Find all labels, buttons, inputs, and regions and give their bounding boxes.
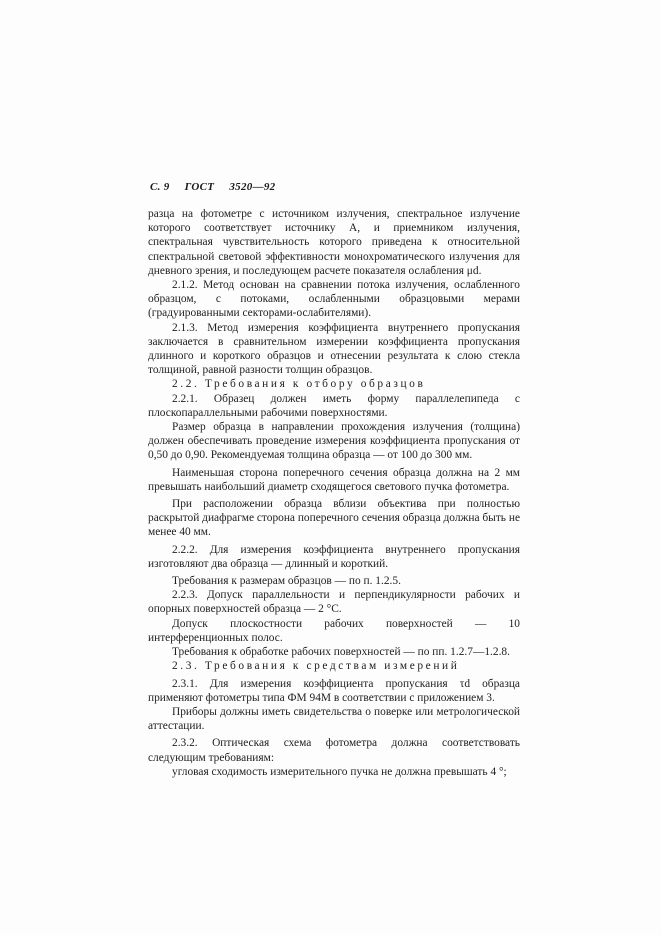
paragraph: Размер образца в направлении прохождения излучения (толщина) должен обеспечивать проведение измерения коэффициента пропускания от 0,50 до 0,90. Рекомендуемая толщина образца — от 100 до 300 мм. [148,421,520,462]
paragraph-2-1-3: 2.1.3. Метод измерения коэффициента внутреннего пропускания заключается в сравнительном измерении коэффициента пропускания длинного и короткого образцов и отнесении результата к слою стекла толщиной, равной разности толщин образцов. [148,321,520,377]
standard-label: ГОСТ [184,181,215,193]
standard-number: 3520—92 [229,181,276,193]
page-number: С. 9 [150,181,170,193]
section-heading-2-3: 2.3. Требования к средствам измерений [172,660,460,673]
section-heading-2-2: 2.2. Требования к отбору образцов [172,378,426,391]
page-header [150,181,287,193]
paragraph: угловая сходимость измерительного пучка не должна превышать 4 °; [172,765,507,778]
paragraph: При расположении образца вблизи объектива при полностью раскрытой диафрагме сторона поперечного сечения образца должна быть не менее 40 мм. [148,498,520,539]
paragraph-2-3-2: 2.3.2. Оптическая схема фотометра должна соответствовать следующим требованиям: [148,737,520,764]
paragraph: Приборы должны иметь свидетельства о поверке или метрологической аттестации. [148,705,520,733]
paragraph: Допуск плоскостности рабочих поверхностей — 10 интерференционных полос. [148,617,520,644]
paragraph-2-2-3: 2.2.3. Допуск параллельности и перпендикулярности рабочих и опорных поверхностей образца — 2 °С. [148,589,520,616]
paragraph-2-2-2: 2.2.2. Для измерения коэффициента внутреннего пропускания изготовляют два образца — длинный и короткий. [148,543,520,570]
paragraph: Наименьшая сторона поперечного сечения образца должна на 2 мм превышать наибольший диаметр сходящегося светового пучка фотометра. [148,466,520,493]
paragraph: Требования к обработке рабочих поверхностей — по пп. 1.2.7—1.2.8. [172,646,510,659]
paragraph-2-3-1: 2.3.1. Для измерения коэффициента пропускания τd образца применяют фотометры типа ФМ 94М в соответствии с приложением 3. [148,677,520,704]
paragraph-2-1-2: 2.1.2. Метод основан на сравнении потока излучения, ослабленного образцом, с потоками, ослабленными образцовыми мерами (градуированными секторами-ослабителями). [148,279,520,320]
paragraph-2-2-1: 2.2.1. Образец должен иметь форму параллелепипеда с плоскопараллельными рабочими поверхностями. [148,392,520,419]
paragraph: разца на фотометре с источником излучения, спектральное излучение которого соответствует источнику A, и приемником излучения, спектральная чувствительность которого приведена к относительной спектральной световой эффективности монохроматического излучения для дневного зрения, и последующем расчете показателя ослабления μd. [148,208,520,277]
body-text [148,207,520,779]
paragraph: Требования к размерам образцов — по п. 1.2.5. [172,575,401,588]
